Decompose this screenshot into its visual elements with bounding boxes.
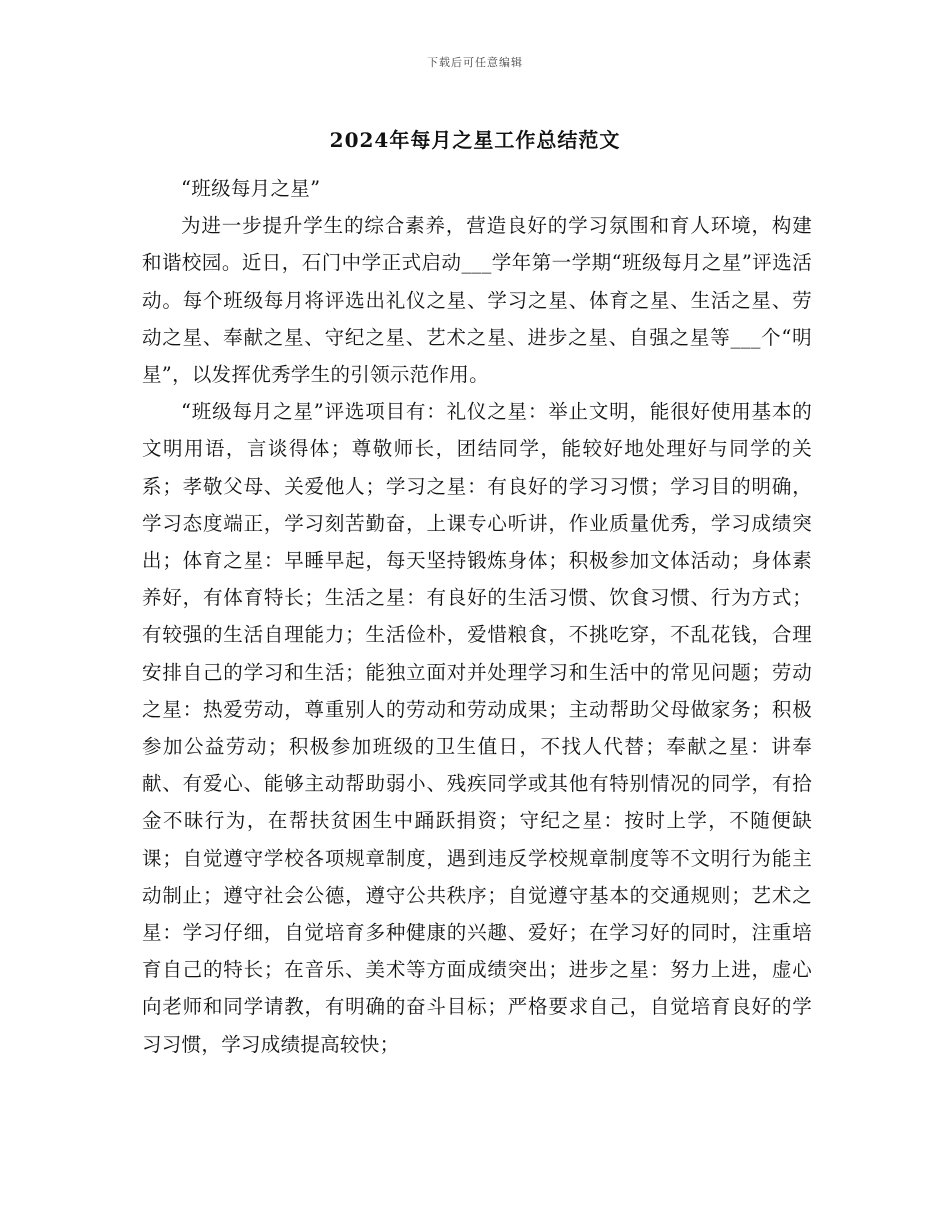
paragraph-subtitle: “班级每月之星” [181, 177, 321, 200]
header-note: 下载后可任意编辑 [427, 56, 523, 69]
document-body [142, 170, 812, 1063]
paragraph-intro: 为进一步提升学生的综合素养，营造良好的学习氛围和育人环境，构建和谐校园。近日，石门中学正式启动___学年第一学期“班级每月之星”评选活动。每个班级每月将评选出礼仪之星、学习之星、体育之星、生活之星、劳动之星、奉献之星、守纪之星、艺术之星、进步之星、自强之星等___个“明星”，以发挥优秀学生的引领示范作用。 [142, 214, 812, 387]
paragraph-criteria: “班级每月之星”评选项目有：礼仪之星：举止文明，能很好使用基本的文明用语，言谈得体；尊敬师长，团结同学，能较好地处理好与同学的关系；孝敬父母、关爱他人；学习之星：有良好的学习习惯；学习目的明确，学习态度端正，学习刻苦勤奋，上课专心听讲，作业质量优秀，学习成绩突出；体育之星：早睡早起，每天坚持锻炼身体；积极参加文体活动；身体素养好，有体育特长；生活之星：有良好的生活习惯、饮食习惯、行为方式；有较强的生活自理能力；生活俭朴，爱惜粮食，不挑吃穿，不乱花钱，合理安排自己的学习和生活；能独立面对并处理学习和生活中的常见问题；劳动之星：热爱劳动，尊重别人的劳动和劳动成果；主动帮助父母做家务；积极参加公益劳动；积极参加班级的卫生值日，不找人代替；奉献之星：讲奉献、有爱心、能够主动帮助弱小、残疾同学或其他有特别情况的同学，有拾金不昧行为，在帮扶贫困生中踊跃捐资；守纪之星：按时上学，不随便缺课；自觉遵守学校各项规章制度，遇到违反学校规章制度等不文明行为能主动制止；遵守社会公德，遵守公共秩序；自觉遵守基本的交通规则；艺术之星：学习仔细，自觉培育多种健康的兴趣、爱好；在学习好的同时，注重培育自己的特长；在音乐、美术等方面成绩突出；进步之星：努力上进，虚心向老师和同学请教，有明确的奋斗目标；严格要求自己，自觉培育良好的学习习惯，学习成绩提高较快； [142, 400, 812, 1056]
document-title: 2024年每月之星工作总结范文 [329, 128, 621, 152]
